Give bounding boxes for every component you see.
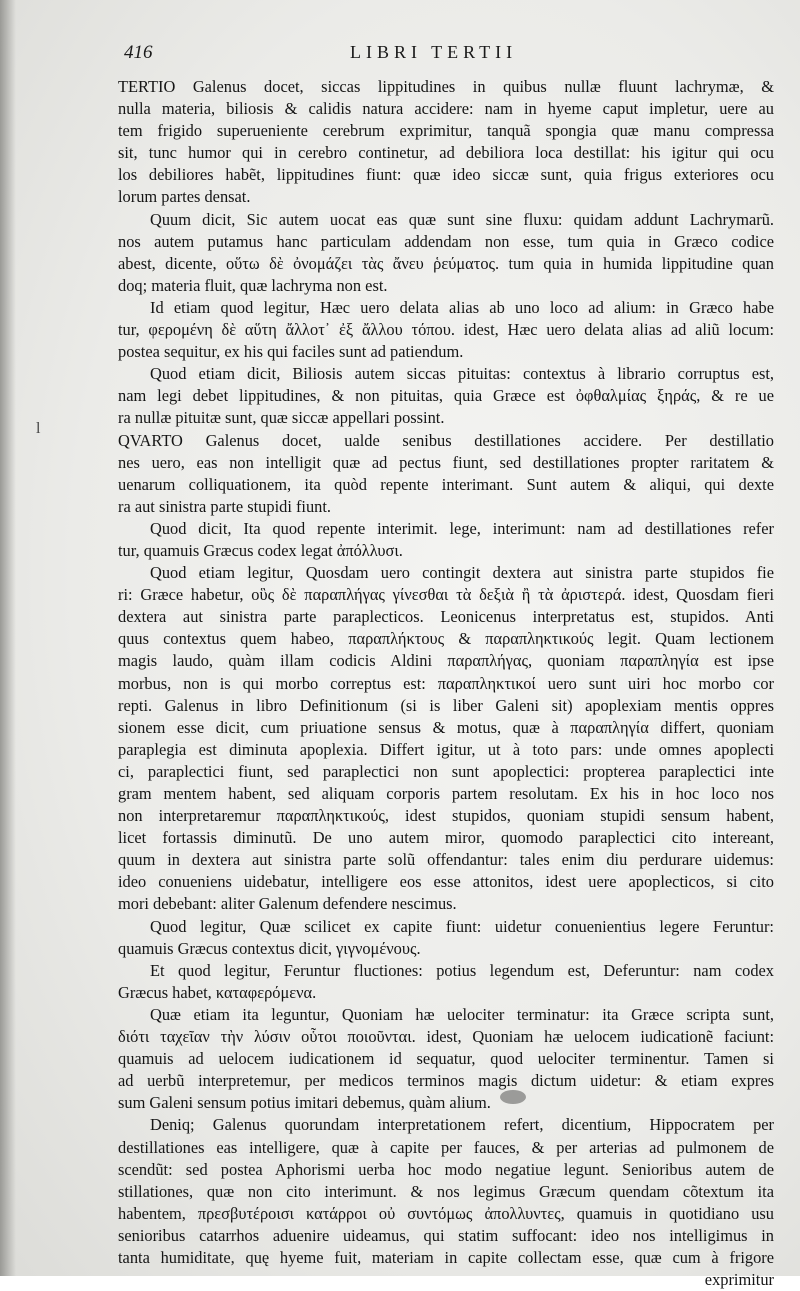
text-line: TERTIO Galenus docet, siccas lippitudines in quibus nullæ fluunt lachrymæ, & — [118, 77, 774, 96]
text-line: ra nullæ pituitæ sunt, quæ siccæ appellari possint. — [118, 408, 445, 428]
text-line: QVARTO Galenus docet, ualde senibus destillationes accidere. Per destillatio — [118, 430, 774, 450]
text-line: nam legi debet lippitudines, & non pituitas, quia Græce est ὀφθαλμίας ξηράς, & re ue — [118, 386, 774, 406]
text-line: Quæ etiam ita leguntur, Quoniam hæ uelociter terminatur: ita Græce scripta sunt, — [150, 1004, 774, 1024]
text-line: tem frigido superueniente cerebrum exprimitur, tanquã spongia quæ manu compressa — [118, 121, 774, 141]
text-line: stillationes, quæ non cito interimunt. & nos legimus Græcum quendam cõtextum ita — [118, 1181, 774, 1201]
text-line: Quod etiam legitur, Quosdam uero contingit dextera aut sinistra parte stupidos fie — [150, 563, 774, 583]
text-line: Id etiam quod legitur, Hæc uero delata alias ab uno loco ad alium: in Græco habe — [150, 297, 774, 317]
body-text — [118, 76, 774, 1291]
text-line: abest, dicente, οὕτω δὲ ὀνομάζει τὰς ἄνευ ῥεύματος. tum quia in humida lippitudine quan — [118, 253, 774, 273]
text-line: exprimitur — [704, 1270, 774, 1290]
text-line: nulla materia, biliosis & calidis natura accidere: nam in hyeme caput impletur, uere au — [118, 99, 774, 119]
text-line: Deniq; Galenus quorundam interpretationem refert, dicentium, Hippocratem per — [150, 1115, 774, 1135]
text-line: non interpretaremur παραπληκτικούς, idest stupidos, quoniam stupidi sensum habent, — [118, 806, 774, 826]
ink-smudge — [500, 1090, 526, 1104]
margin-mark: l — [36, 420, 41, 437]
text-line: destillationes eas intelligere, quæ à capite per fauces, & per arterias ad pulmonem de — [118, 1137, 774, 1157]
page-header — [120, 40, 780, 68]
page-number: 416 — [124, 42, 153, 63]
text-line: ad uerbũ interpretemur, per medicos terminos magis dictum uidetur: & etiam expres — [118, 1071, 774, 1091]
text-line: quamuis ad uelocem iudicationem id sequatur, quod uelociter terminentur. Tamen si — [118, 1049, 774, 1069]
text-line: sum Galeni sensum potius imitari debemus, quàm alium. — [118, 1093, 491, 1113]
text-line: lorum partes densat. — [118, 187, 251, 207]
text-line: ci, paraplectici fiunt, sed paraplectici non sunt apoplectici: propterea paraplectici inte — [118, 761, 774, 781]
text-line: mori debebant: aliter Galenum defendere nescimus. — [118, 894, 457, 914]
text-line: quum in dextera aut sinistra parte solũ offendantur: tales enim diu perdurare uidemus: — [118, 850, 774, 870]
text-line: tanta humiditate, quę hyeme fuit, materiam in capite collectam esse, quæ cum à frigore — [118, 1247, 774, 1267]
text-line: tur, quamuis Græcus codex legat ἀπόλλυσι. — [118, 540, 403, 560]
text-line: nes uero, eas non intelligit quæ ad pectus fiunt, sed destillationes propter raritatem & — [118, 452, 774, 472]
text-line: Quum dicit, Sic autem uocat eas quæ sunt sine fluxu: quidam addunt Lachrymarũ. — [150, 209, 774, 229]
text-line: sionem esse dicit, cum priuatione sensus & motus, quæ à παραπληγία differt, quoniam — [118, 717, 774, 737]
text-line: paraplegia est diminuta apoplexia. Differt igitur, ut à toto pars: unde omnes apoplecti — [118, 739, 774, 759]
text-line: licet fortassis diminutũ. De uno autem miror, quomodo paraplectici cito intereant, — [118, 828, 774, 848]
text-line: morbus, non is qui morbo correptus est: παραπληκτικοί uero sunt uiri hoc morbo cor — [118, 673, 774, 693]
text-line: repti. Galenus in libro Definitionum (si is liber Galeni sit) apoplexiam mentis oppres — [118, 695, 774, 715]
text-line: doq; materia fluit, quæ lachryma non est. — [118, 275, 388, 295]
text-line: διότι ταχεῖαν τὴν λύσιν οὗτοι ποιοῦνται. idest, Quoniam hæ uelocem iudicationẽ faciunt: — [118, 1027, 774, 1047]
text-line: dextera aut sinistra parte paraplecticos. Leonicenus interpretatus est, stupidos. Anti — [118, 607, 774, 627]
text-line: quamuis Græcus contextus dicit, γιγνομένους. — [118, 938, 421, 958]
text-line: quus contextus quem habeo, παραπλήκτους & παραπληκτικούς legit. Quam lectionem — [118, 629, 774, 649]
text-line: habentem, πρεσβυτέροισι κατάρροι οὐ συντόμως ἀπολλυντες, quamuis in quotidiano usu — [118, 1203, 774, 1223]
text-line: postea sequitur, ex his qui faciles sunt ad patiendum. — [118, 342, 464, 362]
text-line: nos autem putamus hanc particulam addendam non esse, tum quia in Græco codice — [118, 231, 774, 251]
text-line: ra aut sinistra parte stupidi fiunt. — [118, 496, 332, 516]
text-line: Quod legitur, Quæ scilicet ex capite fiunt: uidetur conuenientius legere Feruntur: — [150, 916, 774, 936]
text-line: los debiliores habẽt, lippitudines fiunt: quæ ideo siccæ sunt, quia frigus exteriores ocu — [118, 165, 774, 185]
text-line: senioribus catarrhos aduenire uideamus, qui statim suffocant: ideo nos intelligimus in — [118, 1225, 774, 1245]
text-line: ideo conueniens uidebatur, intelligere eos esse attonitos, idest uere apoplecticos, si cito — [118, 872, 774, 892]
text-line: sit, tunc humor qui in cerebro continetur, ad debiliora loca destillat: his igitur qui ocu — [118, 143, 774, 163]
page-gutter-shadow — [0, 0, 16, 1276]
running-head: LIBRI TERTII — [350, 42, 518, 62]
text-line: uenarum colliquationem, ita quòd repente interimant. Sunt autem & aliqui, qui dexte — [118, 474, 774, 494]
text-line: Quod dicit, Ita quod repente interimit. lege, interimunt: nam ad destillationes refer — [150, 518, 774, 538]
text-line: scendũt: sed postea Aphorismi uerba hoc modo negatiue legunt. Senioribus autem de — [118, 1159, 774, 1179]
text-line: Et quod legitur, Feruntur fluctiones: potius legendum est, Deferuntur: nam codex — [150, 960, 774, 980]
text-line: Græcus habet, καταφερόμενα. — [118, 982, 317, 1002]
text-line: gram mentem habent, sed aliquam corporis partem resolutam. Ex his in hoc loco nos — [118, 784, 774, 803]
text-line: Quod etiam dicit, Biliosis autem siccas pituitas: contextus à librario corruptus est, — [150, 364, 774, 384]
text-line: ri: Græce habetur, οὓς δὲ παραπλήγας γίνεσθαι τὰ δεξιὰ ἢ τὰ ἀριστερά. idest, Quosdam fieri — [118, 585, 774, 605]
text-line: tur, φερομένη δὲ αὕτη ἄλλοτ᾽ ἐξ ἄλλου τόπου. idest, Hæc uero delata alias ad aliũ locum: — [118, 320, 774, 340]
text-line: magis laudo, quàm illam codicis Aldini παραπλήγας, quoniam παραπληγία est ipse — [118, 651, 774, 671]
